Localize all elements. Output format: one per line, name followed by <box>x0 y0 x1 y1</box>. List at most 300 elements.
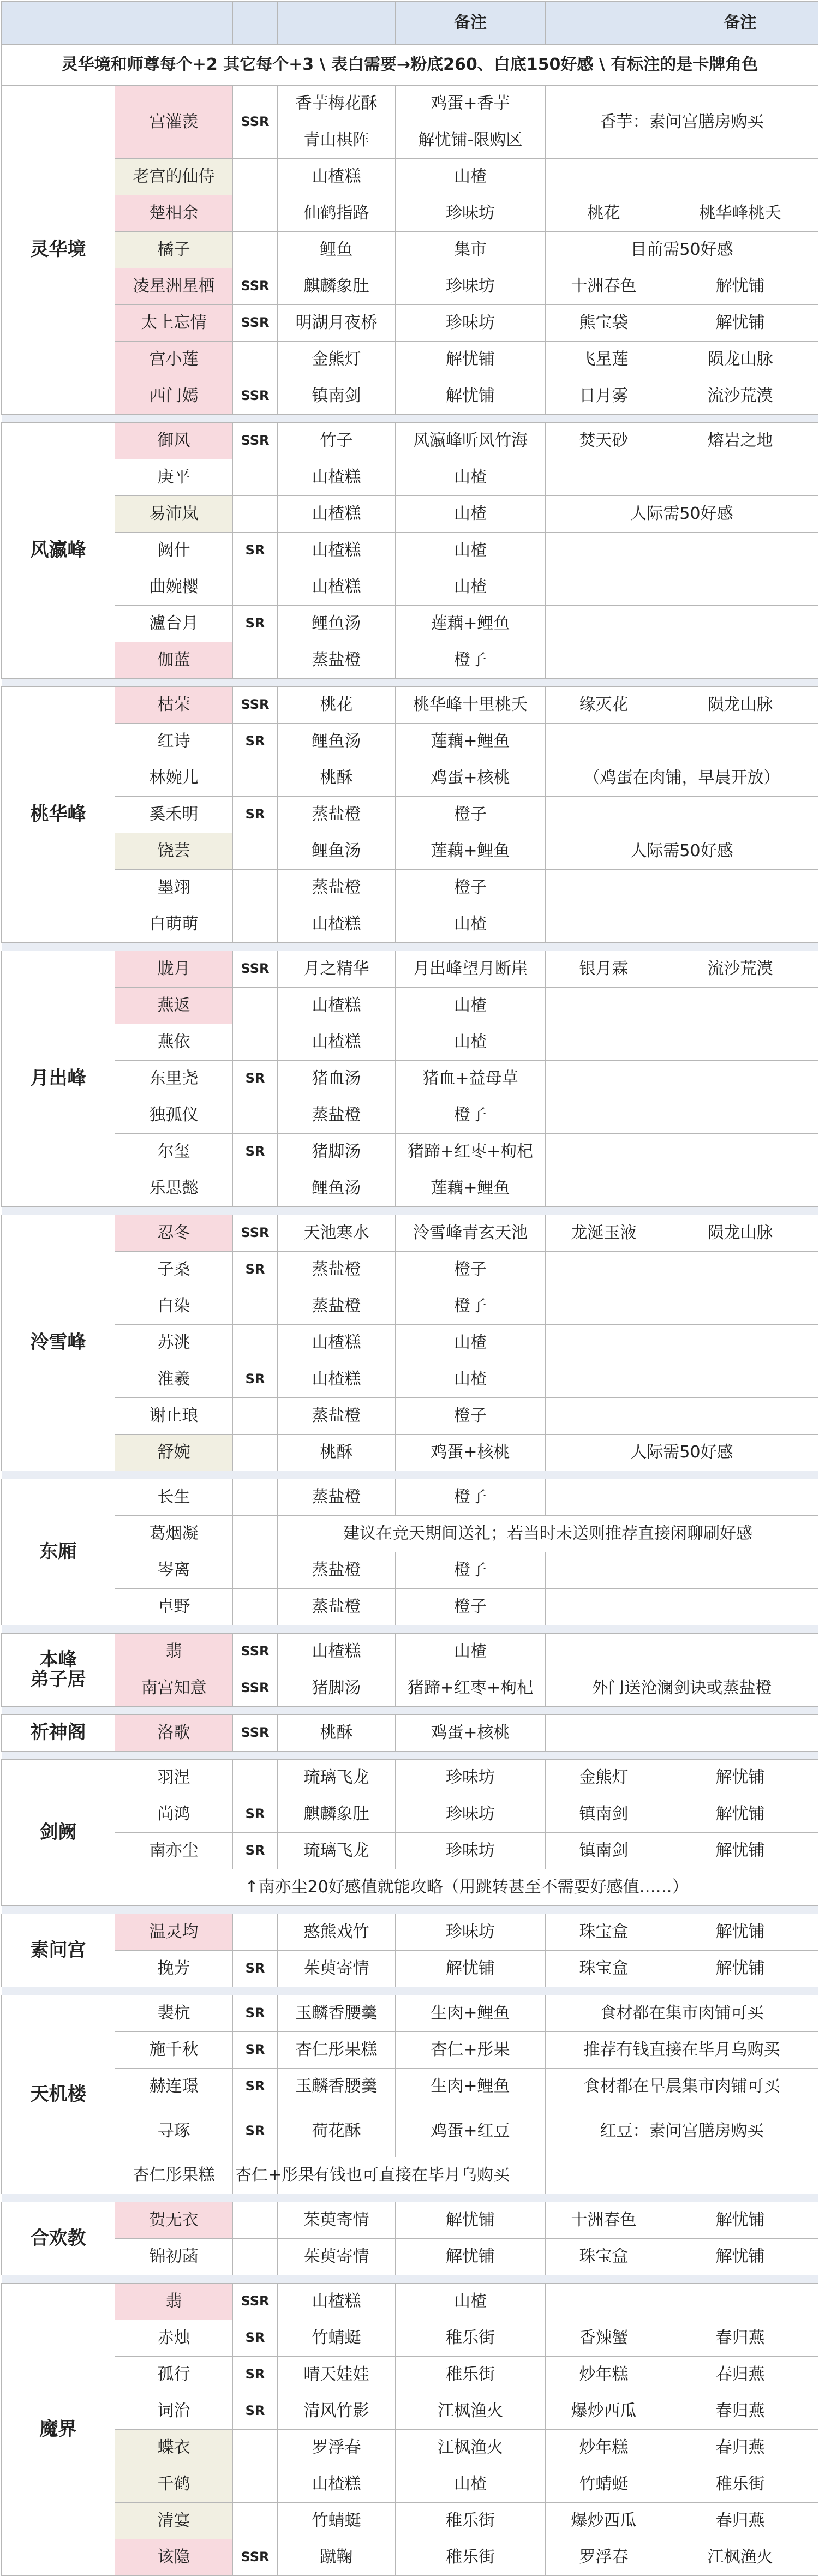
header-cell <box>2 2 115 45</box>
gift-item: 晴天娃娃 <box>278 2357 396 2393</box>
section-label: 天机楼 <box>2 1995 115 2194</box>
alt-source <box>662 1252 818 1288</box>
table-row <box>2 86 818 122</box>
rarity-badge: SSR <box>233 378 278 415</box>
alt-source <box>662 1479 818 1516</box>
gift-item: 蒸盐橙 <box>278 870 396 906</box>
rarity-badge: SR <box>233 2393 278 2430</box>
rarity-badge <box>233 496 278 533</box>
header-cell <box>546 2 662 45</box>
alt-source: 解忧铺 <box>662 1796 818 1833</box>
alt-gift: 桃花 <box>546 195 662 232</box>
gift-source: 解忧铺 <box>396 378 546 415</box>
rarity-badge <box>233 1516 278 1552</box>
table-row <box>2 2069 818 2105</box>
table-row <box>2 159 818 195</box>
alt-source: 春归燕 <box>662 2393 818 2430</box>
gift-item: 鲤鱼 <box>278 232 396 268</box>
header-note-b: 备注 <box>662 2 818 45</box>
role-name: 岑离 <box>115 1552 233 1589</box>
gift-item: 麒麟象肚 <box>278 268 396 305</box>
role-name: 翡 <box>115 1634 233 1670</box>
table-row <box>2 378 818 415</box>
section-gap-cell <box>2 1625 818 1634</box>
table-row <box>2 724 818 760</box>
rarity-badge: SSR <box>233 1670 278 1707</box>
alt-source: 陨龙山脉 <box>662 1215 818 1252</box>
table-row <box>2 2320 818 2357</box>
gift-source: 山楂 <box>396 2466 546 2503</box>
alt-gift <box>546 533 662 569</box>
alt-gift: 香辣蟹 <box>546 2320 662 2357</box>
gift-item: 山楂糕 <box>278 2284 396 2320</box>
gift-item: 蒸盐橙 <box>278 1288 396 1325</box>
rarity-badge <box>233 1589 278 1625</box>
role-name: 凌星洲星栖 <box>115 268 233 305</box>
table-row <box>2 2393 818 2430</box>
rarity-badge <box>233 2430 278 2466</box>
alt-gift <box>546 1634 662 1670</box>
rarity-badge <box>233 1435 278 1471</box>
table-row <box>2 569 818 606</box>
alt-source: 流沙荒漠 <box>662 951 818 988</box>
header-cell <box>278 2 396 45</box>
alt-gift <box>546 1024 662 1061</box>
gift-source: 珍味坊 <box>396 1760 546 1796</box>
gift-item: 蒸盐橙 <box>278 1398 396 1435</box>
remark: 人际需50好感 <box>546 833 818 870</box>
gift-source: 江枫渔火 <box>396 2393 546 2430</box>
remark: 目前需50好感 <box>546 232 818 268</box>
alt-gift: 竹蜻蜓 <box>546 2466 662 2503</box>
gift-item: 天池寒水 <box>278 1215 396 1252</box>
gift-item: 仙鹤指路 <box>278 195 396 232</box>
role-name: 林婉儿 <box>115 760 233 797</box>
header-row <box>2 2 818 45</box>
role-name: 词治 <box>115 2393 233 2430</box>
table-row <box>2 459 818 496</box>
role-name: 南亦尘 <box>115 1833 233 1869</box>
alt-source <box>662 797 818 833</box>
role-name: 曲婉樱 <box>115 569 233 606</box>
note-cell: ↑南亦尘20好感值就能攻略（用跳转甚至不需要好感值……） <box>115 1869 818 1906</box>
alt-gift <box>546 1361 662 1398</box>
gift-source: 山楂 <box>396 2284 546 2320</box>
role-name: 伽蓝 <box>115 642 233 679</box>
alt-gift <box>546 159 662 195</box>
gift-item: 山楂糕 <box>278 988 396 1024</box>
gift-item: 鲤鱼汤 <box>278 606 396 642</box>
section-gap-cell <box>2 1207 818 1215</box>
table-row <box>2 1552 818 1589</box>
role-name: 锦初菡 <box>115 2239 233 2275</box>
rarity-badge: SSR <box>233 2284 278 2320</box>
section-gap <box>2 1752 818 1760</box>
gift-item: 桃酥 <box>278 760 396 797</box>
section-gap-cell <box>2 943 818 951</box>
alt-gift: 炒年糕 <box>546 2430 662 2466</box>
rarity-badge: SSR <box>233 951 278 988</box>
gift-source: 稚乐街 <box>396 2539 546 2576</box>
alt-source: 解忧铺 <box>662 305 818 342</box>
gift-item: 杏仁彤果糕 <box>115 2157 233 2194</box>
role-name: 施千秋 <box>115 2032 233 2069</box>
rarity-badge <box>233 1024 278 1061</box>
role-name: 易沛岚 <box>115 496 233 533</box>
role-name: 羽涅 <box>115 1760 233 1796</box>
gift-item: 明湖月夜桥 <box>278 305 396 342</box>
table-row <box>2 268 818 305</box>
table-row <box>2 906 818 943</box>
gift-item: 蒸盐橙 <box>278 797 396 833</box>
role-name: 东里尧 <box>115 1061 233 1097</box>
role-name: 卓野 <box>115 1589 233 1625</box>
table-row <box>2 2105 818 2157</box>
table-row <box>2 1914 818 1951</box>
role-name: 裴杭 <box>115 1995 233 2032</box>
gift-item: 蒸盐橙 <box>278 1479 396 1516</box>
alt-gift: 十洲春色 <box>546 268 662 305</box>
table-row <box>2 1796 818 1833</box>
alt-source: 春归燕 <box>662 2320 818 2357</box>
remark: 食材都在早晨集市肉铺可买 <box>546 2069 818 2105</box>
alt-source: 稚乐街 <box>662 2466 818 2503</box>
section-gap <box>2 1906 818 1914</box>
alt-gift <box>546 906 662 943</box>
rarity-badge: SR <box>233 533 278 569</box>
gift-item: 鲤鱼汤 <box>278 724 396 760</box>
section-gap <box>2 679 818 687</box>
table-row <box>2 1589 818 1625</box>
alt-gift <box>546 606 662 642</box>
gift-item: 茱萸寄情 <box>278 1951 396 1987</box>
table-row <box>2 642 818 679</box>
alt-source: 陨龙山脉 <box>662 687 818 724</box>
section-gap <box>2 1471 818 1479</box>
table-row <box>2 1995 818 2032</box>
role-name: 贺无衣 <box>115 2202 233 2239</box>
gift-source: 莲藕+鲤鱼 <box>396 606 546 642</box>
section-label: 合欢教 <box>2 2202 115 2275</box>
gift-source: 橙子 <box>396 1479 546 1516</box>
rarity-badge <box>233 1398 278 1435</box>
alt-gift: 珠宝盒 <box>546 1914 662 1951</box>
role-name: 千鹤 <box>115 2466 233 2503</box>
alt-gift <box>546 1061 662 1097</box>
gift-item: 憨熊戏竹 <box>278 1914 396 1951</box>
gift-item: 琉璃飞龙 <box>278 1760 396 1796</box>
alt-gift <box>546 2284 662 2320</box>
alt-gift: 焚天砂 <box>546 423 662 459</box>
table-row <box>2 1516 818 1552</box>
gift-source: 珍味坊 <box>396 1833 546 1869</box>
gift-source: 莲藕+鲤鱼 <box>396 1170 546 1207</box>
alt-source <box>662 642 818 679</box>
section-label: 魔界 <box>2 2284 115 2576</box>
gift-source: 月出峰望月断崖 <box>396 951 546 988</box>
alt-gift: 镇南剑 <box>546 1833 662 1869</box>
alt-gift: 炒年糕 <box>546 2357 662 2393</box>
rarity-badge: SSR <box>233 423 278 459</box>
alt-source <box>662 1361 818 1398</box>
alt-gift <box>546 459 662 496</box>
alt-source <box>662 1715 818 1752</box>
role-name: 赤烛 <box>115 2320 233 2357</box>
role-name: 西门嫣 <box>115 378 233 415</box>
table-row <box>2 2466 818 2503</box>
rarity-badge: SR <box>233 1361 278 1398</box>
alt-gift <box>546 1552 662 1589</box>
role-name: 温灵均 <box>115 1914 233 1951</box>
gift-source: 橙子 <box>396 642 546 679</box>
gift-source: 稚乐街 <box>396 2320 546 2357</box>
section-gap-cell <box>2 2275 818 2284</box>
gift-item: 山楂糕 <box>278 569 396 606</box>
alt-source <box>662 159 818 195</box>
section-label: 灵华境 <box>2 86 115 415</box>
role-name: 尚鸿 <box>115 1796 233 1833</box>
gift-source: 解忧铺 <box>396 1951 546 1987</box>
table-row <box>2 2503 818 2539</box>
alt-source <box>662 1552 818 1589</box>
gift-source: 解忧铺 <box>396 2239 546 2275</box>
section-gap <box>2 1207 818 1215</box>
gift-item: 玉麟香腰羹 <box>278 1995 396 2032</box>
gift-source: 稚乐街 <box>396 2503 546 2539</box>
role-name: 燕返 <box>115 988 233 1024</box>
gift-source: 山楂 <box>396 569 546 606</box>
table-row <box>2 2032 818 2069</box>
gift-source: 杏仁+彤果 <box>233 2157 278 2194</box>
alt-source <box>662 1325 818 1361</box>
table-row <box>2 1951 818 1987</box>
section-gap <box>2 1707 818 1715</box>
role-name: 白染 <box>115 1288 233 1325</box>
gift-source: 山楂 <box>396 496 546 533</box>
alt-source <box>662 1024 818 1061</box>
gift-item: 山楂糕 <box>278 1634 396 1670</box>
gift-item: 山楂糕 <box>278 1361 396 1398</box>
alt-source: 解忧铺 <box>662 268 818 305</box>
gift-item: 茱萸寄情 <box>278 2202 396 2239</box>
table-row <box>2 1634 818 1670</box>
section-gap <box>2 2194 818 2202</box>
gift-item: 山楂糕 <box>278 2466 396 2503</box>
rarity-badge <box>233 833 278 870</box>
rarity-badge <box>233 642 278 679</box>
rarity-badge: SSR <box>233 1215 278 1252</box>
remark: 人际需50好感 <box>546 496 818 533</box>
gift-item: 蒸盐橙 <box>278 1589 396 1625</box>
section-gap-cell <box>2 415 818 423</box>
rarity-badge: SSR <box>233 1715 278 1752</box>
role-name: 挽芳 <box>115 1951 233 1987</box>
gift-source: 珍味坊 <box>396 195 546 232</box>
alt-source: 流沙荒漠 <box>662 378 818 415</box>
alt-gift <box>546 1288 662 1325</box>
remark: 红豆：素问宫膳房购买 <box>546 2105 818 2157</box>
remark: 外门送沧澜剑诀或蒸盐橙 <box>546 1670 818 1707</box>
role-name: 南宫知意 <box>115 1670 233 1707</box>
gift-item: 月之精华 <box>278 951 396 988</box>
table-row <box>2 1252 818 1288</box>
table-row <box>2 1097 818 1134</box>
table-row <box>2 1361 818 1398</box>
alt-source <box>662 1589 818 1625</box>
gift-source: 鸡蛋+核桃 <box>396 760 546 797</box>
gift-item: 山楂糕 <box>278 906 396 943</box>
alt-source: 江枫渔火 <box>662 2539 818 2576</box>
rarity-badge <box>233 232 278 268</box>
table-row <box>2 606 818 642</box>
gift-source: 山楂 <box>396 988 546 1024</box>
role-name: 太上忘情 <box>115 305 233 342</box>
alt-source: 解忧铺 <box>662 2202 818 2239</box>
gift-item: 蒸盐橙 <box>278 642 396 679</box>
gift-item: 山楂糕 <box>278 459 396 496</box>
alt-gift <box>546 1134 662 1170</box>
gift-guide-table <box>1 1 818 2576</box>
notice-row <box>2 45 818 86</box>
table-row <box>2 232 818 268</box>
rarity-badge: SR <box>233 2105 278 2157</box>
gift-item: 桃酥 <box>278 1435 396 1471</box>
rarity-badge <box>233 1170 278 1207</box>
rarity-badge: SR <box>233 724 278 760</box>
role-name: 乐思懿 <box>115 1170 233 1207</box>
gift-source: 橙子 <box>396 1552 546 1589</box>
gift-source: 山楂 <box>396 1325 546 1361</box>
gift-item: 竹蜻蜓 <box>278 2320 396 2357</box>
rarity-badge: SR <box>233 1951 278 1987</box>
alt-gift <box>546 1170 662 1207</box>
section-gap <box>2 2275 818 2284</box>
section-gap <box>2 1625 818 1634</box>
remark: 香芋：素问宫膳房购买 <box>546 86 818 159</box>
role-name: 宫灌羡 <box>115 86 233 159</box>
role-name: 白萌萌 <box>115 906 233 943</box>
rarity-badge <box>233 1552 278 1589</box>
header-cell <box>233 2 278 45</box>
gift-item: 玉麟香腰羹 <box>278 2069 396 2105</box>
alt-gift: 熊宝袋 <box>546 305 662 342</box>
alt-source: 解忧铺 <box>662 1833 818 1869</box>
alt-gift <box>546 1325 662 1361</box>
rarity-badge <box>233 2503 278 2539</box>
section-gap-cell <box>2 1707 818 1715</box>
alt-gift: 爆炒西瓜 <box>546 2393 662 2430</box>
gift-item: 蒸盐橙 <box>278 1252 396 1288</box>
rarity-badge <box>233 870 278 906</box>
rarity-badge <box>233 906 278 943</box>
remark: 推荐有钱直接在毕月乌购买 <box>546 2032 818 2069</box>
rarity-badge <box>233 1760 278 1796</box>
table-row <box>2 496 818 533</box>
table-row <box>2 1869 818 1906</box>
gift-source: 鸡蛋+核桃 <box>396 1435 546 1471</box>
gift-item: 竹子 <box>278 423 396 459</box>
gift-source: 泠雪峰青玄天池 <box>396 1215 546 1252</box>
gift-source: 猪蹄+红枣+枸杞 <box>396 1670 546 1707</box>
rarity-badge <box>233 1325 278 1361</box>
remark: （鸡蛋在肉铺，早晨开放） <box>546 760 818 797</box>
alt-gift: 镇南剑 <box>546 1796 662 1833</box>
alt-source <box>662 606 818 642</box>
table-row <box>2 951 818 988</box>
rarity-badge: SSR <box>233 268 278 305</box>
header-cell <box>115 2 233 45</box>
role-name: 庚平 <box>115 459 233 496</box>
role-name: 橘子 <box>115 232 233 268</box>
alt-gift <box>546 797 662 833</box>
alt-gift <box>546 569 662 606</box>
table-row <box>2 1715 818 1752</box>
alt-source <box>662 1398 818 1435</box>
role-name: 瀘台月 <box>115 606 233 642</box>
role-name: 奚禾明 <box>115 797 233 833</box>
alt-source: 桃华峰桃夭 <box>662 195 818 232</box>
section-label: 本峰 弟子居 <box>2 1634 115 1707</box>
alt-source: 陨龙山脉 <box>662 342 818 378</box>
alt-source <box>662 1097 818 1134</box>
role-name: 尔玺 <box>115 1134 233 1170</box>
table-row <box>2 2357 818 2393</box>
rarity-badge: SR <box>233 2032 278 2069</box>
table-row <box>2 342 818 378</box>
remark: 有钱也可直接在毕月乌购买 <box>278 2157 546 2194</box>
alt-source <box>662 1061 818 1097</box>
rarity-badge: SR <box>233 2357 278 2393</box>
gift-item: 蒸盐橙 <box>278 1097 396 1134</box>
gift-source: 生肉+鲤鱼 <box>396 1995 546 2032</box>
alt-gift: 金熊灯 <box>546 1760 662 1796</box>
alt-gift: 珠宝盒 <box>546 1951 662 1987</box>
section-gap-cell <box>2 2194 818 2202</box>
alt-source <box>662 870 818 906</box>
role-name: 苏洮 <box>115 1325 233 1361</box>
gift-source: 江枫渔火 <box>396 2430 546 2466</box>
rarity-badge <box>233 159 278 195</box>
gift-item: 蹴鞠 <box>278 2539 396 2576</box>
alt-gift <box>546 1479 662 1516</box>
alt-gift: 珠宝盒 <box>546 2239 662 2275</box>
wide-note: 建议在竞天期间送礼；若当时未送则推荐直接闲聊刷好感 <box>278 1516 818 1552</box>
rarity-badge: SSR <box>233 86 278 159</box>
role-name: 清宴 <box>115 2503 233 2539</box>
table-row <box>2 797 818 833</box>
alt-gift: 十洲春色 <box>546 2202 662 2239</box>
gift-source: 橙子 <box>396 1097 546 1134</box>
gift-item: 金熊灯 <box>278 342 396 378</box>
section-label: 月出峰 <box>2 951 115 1207</box>
alt-gift <box>546 1252 662 1288</box>
table-row <box>2 2202 818 2239</box>
rarity-badge: SSR <box>233 687 278 724</box>
gift-item: 猪脚汤 <box>278 1134 396 1170</box>
rarity-badge <box>233 195 278 232</box>
gift-source: 鸡蛋+香芋 <box>396 86 546 122</box>
role-name: 胧月 <box>115 951 233 988</box>
rarity-badge: SR <box>233 606 278 642</box>
section-label: 剑阙 <box>2 1760 115 1906</box>
section-gap-cell <box>2 1906 818 1914</box>
role-name: 子桑 <box>115 1252 233 1288</box>
gift-item: 猪脚汤 <box>278 1670 396 1707</box>
rarity-badge <box>233 2202 278 2239</box>
alt-gift <box>546 724 662 760</box>
role-name: 墨翊 <box>115 870 233 906</box>
gift-item: 山楂糕 <box>278 159 396 195</box>
